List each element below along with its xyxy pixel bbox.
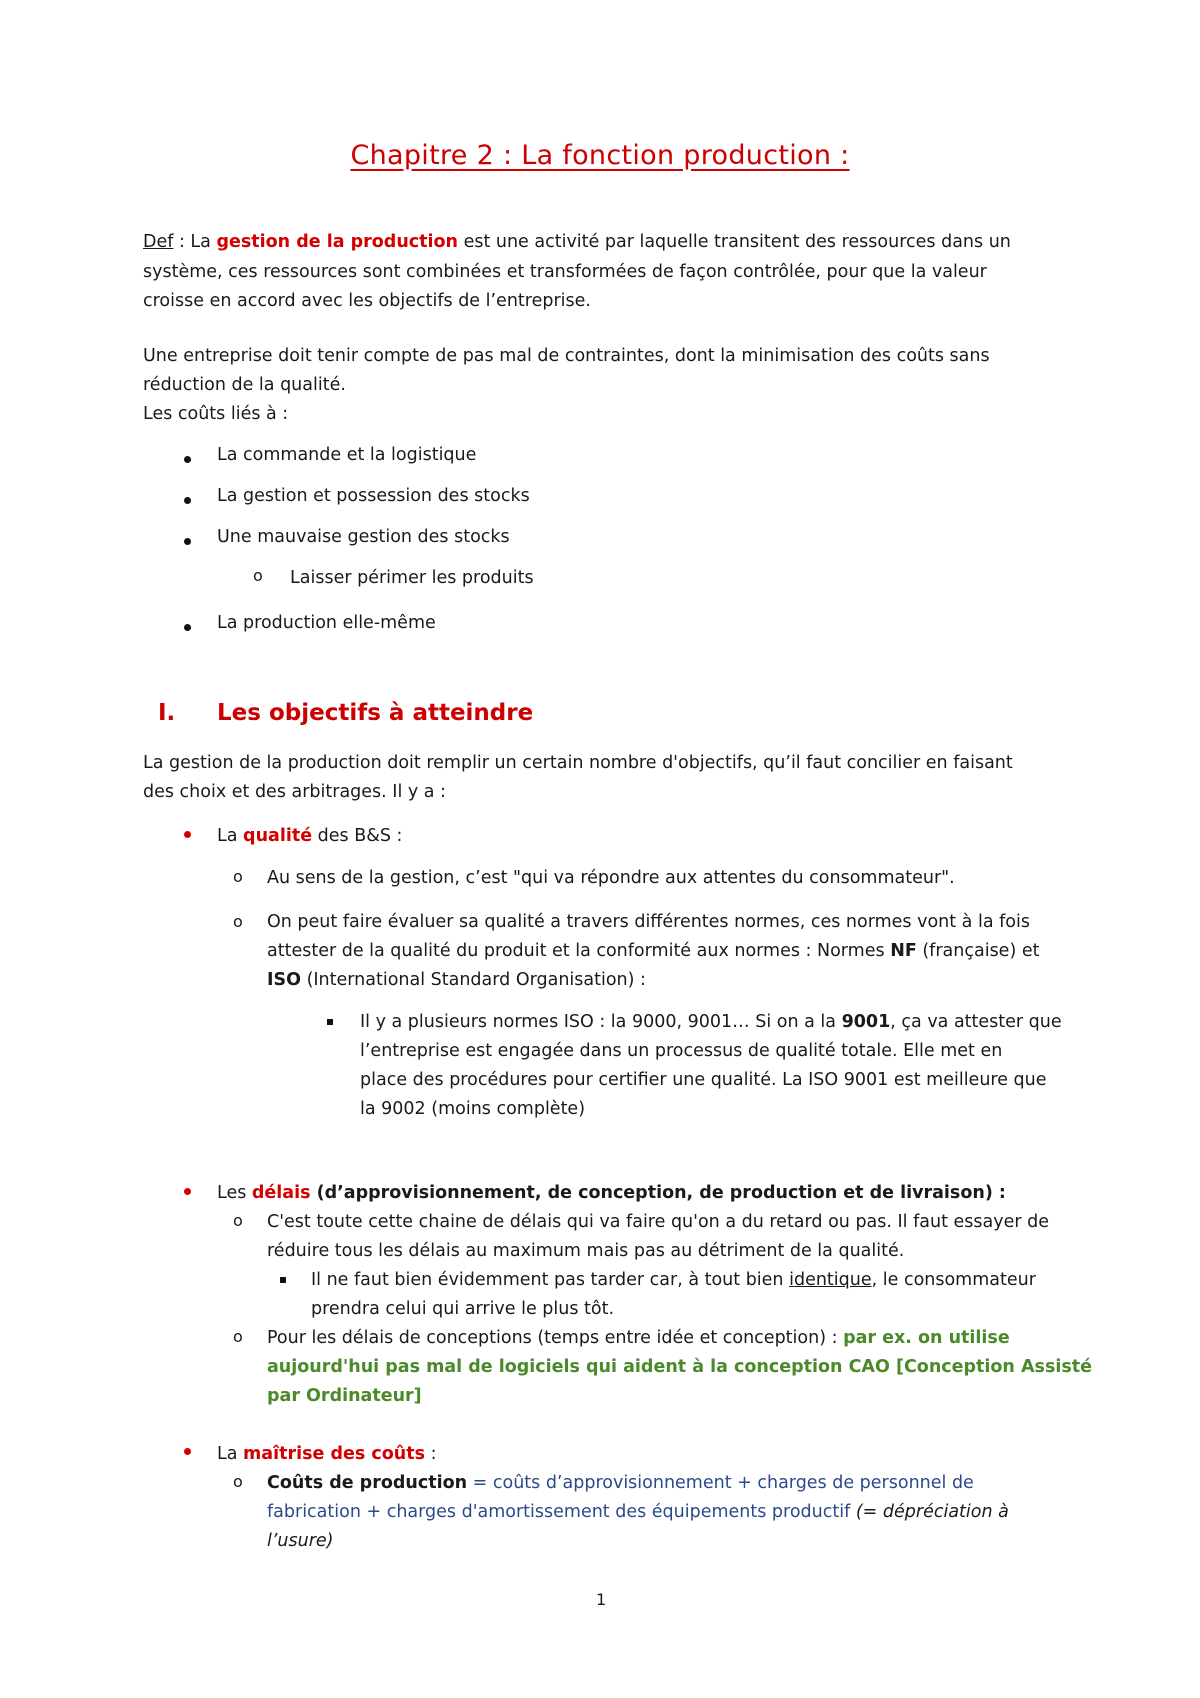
delais-sub-1-line-1: C'est toute cette chaine de délais qui va faire qu'on a du retard ou pas. Il faut essayer de [267,1212,1049,1232]
bullet-icon [184,831,191,838]
section-number: I. [158,700,176,726]
definition-line-3: croisse en accord avec les objectifs de l’entreprise. [143,291,591,311]
circle-bullet-icon: o [233,867,243,886]
delais-subsub-line-2: prendra celui qui arrive le plus tôt. [311,1299,615,1319]
quality-subsub-line-3: place des procédures pour certifier une qualité. La ISO 9001 est meilleure que [360,1070,1047,1090]
bullet-icon [184,1448,191,1455]
def-label: Def [143,232,174,252]
couts-heading: La maîtrise des coûts : [217,1444,437,1464]
couts-sub-1-line-3: l’usure) [267,1531,334,1551]
list-item: La commande et la logistique [217,445,477,465]
couts-sub-1-line-2: fabrication + charges d'amortissement des équipements productif (= dépréciation à [267,1502,1009,1522]
bullet-icon [184,624,191,631]
intro-line-1: Une entreprise doit tenir compte de pas mal de contraintes, dont la minimisation des coûts sans [143,346,990,366]
delais-subsub-line-1: Il ne faut bien évidemment pas tarder car, à tout bien identique, le consommateur [311,1270,1036,1290]
definition-line-1: Def : La gestion de la production est une activité par laquelle transitent des ressources dans un [143,232,1011,252]
bullet-icon [184,1188,191,1195]
couts-sub-1-line-1: Coûts de production = coûts d’approvisionnement + charges de personnel de [267,1473,974,1493]
circle-bullet-icon: o [253,566,263,585]
quality-subsub-line-2: l’entreprise est engagée dans un processus de qualité totale. Elle met en [360,1041,1003,1061]
quality-heading: La qualité des B&S : [217,826,403,846]
delais-sub-1-line-2: réduire tous les délais au maximum mais pas au détriment de la qualité. [267,1241,905,1261]
delais-sub-2-line-1: Pour les délais de conceptions (temps entre idée et conception) : par ex. on utilise [267,1328,1010,1348]
delais-heading: Les délais (d’approvisionnement, de conception, de production et de livraison) : [217,1183,1006,1203]
delais-sub-2-line-3: par Ordinateur] [267,1386,422,1406]
bullet-icon [184,456,191,463]
section-title: Les objectifs à atteindre [217,700,534,726]
bullet-icon [184,538,191,545]
quality-subsub-line-1: Il y a plusieurs normes ISO : la 9000, 9001… Si on a la 9001, ça va attester que [360,1012,1062,1032]
quality-sub-2-line-1: On peut faire évaluer sa qualité a travers différentes normes, ces normes vont à la fois [267,912,1030,932]
quality-sub-2-line-3: ISO (International Standard Organisation) : [267,970,646,990]
circle-bullet-icon: o [233,1211,243,1230]
circle-bullet-icon: o [233,1327,243,1346]
list-item: Laisser périmer les produits [290,568,534,588]
square-bullet-icon [327,1019,333,1025]
quality-sub-2-line-2: attester de la qualité du produit et la conformité aux normes : Normes NF (française) et [267,941,1040,961]
circle-bullet-icon: o [233,1472,243,1491]
circle-bullet-icon: o [233,912,243,931]
square-bullet-icon [280,1277,286,1283]
page-title: Chapitre 2 : La fonction production : [350,140,850,171]
list-item: La gestion et possession des stocks [217,486,530,506]
objectives-intro-line-1: La gestion de la production doit remplir un certain nombre d'objectifs, qu’il faut concilier en faisant [143,753,1013,773]
intro-line-2: réduction de la qualité. [143,375,346,395]
quality-subsub-line-4: la 9002 (moins complète) [360,1099,586,1119]
list-item: La production elle-même [217,613,436,633]
bullet-icon [184,497,191,504]
list-item: Une mauvaise gestion des stocks [217,527,510,547]
def-term: gestion de la production [216,232,458,252]
page-number: 1 [596,1590,607,1609]
delais-sub-2-line-2: aujourd'hui pas mal de logiciels qui aident à la conception CAO [Conception Assisté [267,1357,1093,1377]
intro-line-3: Les coûts liés à : [143,404,289,424]
quality-sub-1: Au sens de la gestion, c’est "qui va répondre aux attentes du consommateur". [267,868,955,888]
objectives-intro-line-2: des choix et des arbitrages. Il y a : [143,782,446,802]
definition-line-2: système, ces ressources sont combinées et transformées de façon contrôlée, pour que la valeur [143,262,987,282]
